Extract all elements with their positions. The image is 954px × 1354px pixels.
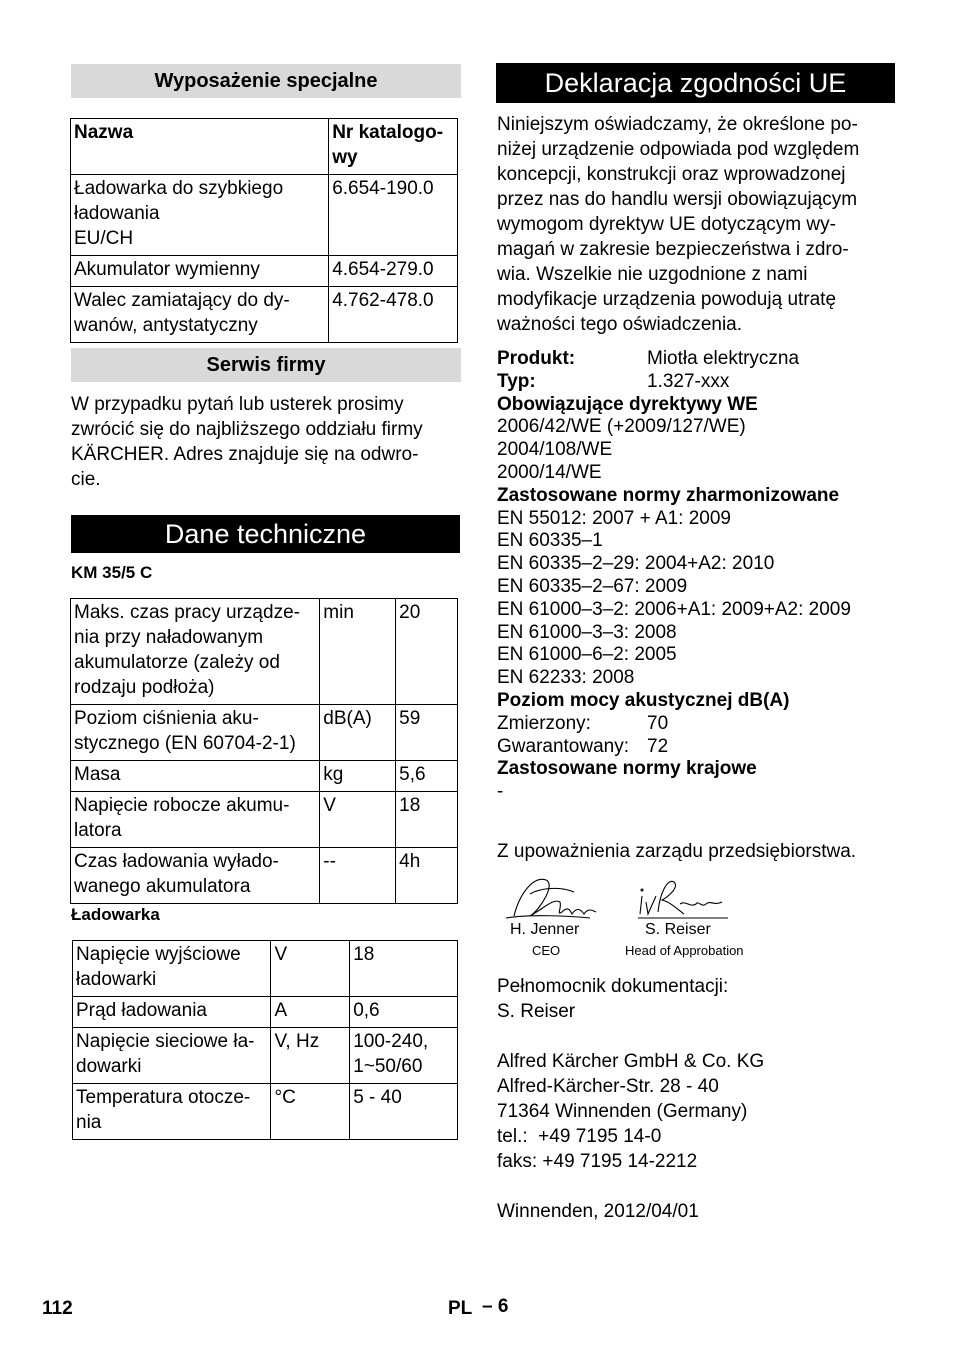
directives-heading: Obowiązujące dyrektywy WE xyxy=(497,393,758,415)
table-cell: Napięcie sieciowe ła- dowarki xyxy=(73,1028,271,1084)
norm-item: EN 60335–2–29: 2004+A2: 2010 xyxy=(497,553,775,575)
tech-data-heading: Dane techniczne xyxy=(71,515,460,553)
signer2-name: S. Reiser xyxy=(645,921,711,938)
table-cell: Masa xyxy=(71,761,320,792)
declaration-heading: Deklaracja zgodności UE xyxy=(496,63,895,103)
table-cell: 18 xyxy=(350,941,458,997)
table-cell: 5 - 40 xyxy=(350,1084,458,1140)
table-header-cell: Nr katalogo- wy xyxy=(329,119,458,175)
table-cell: Maks. czas pracy urządze- nia przy naładowanym akumulatorze (zależy od rodzaju podłoża) xyxy=(71,599,320,705)
signatures-graphic xyxy=(500,872,760,922)
norm-item: EN 60335–1 xyxy=(497,530,603,552)
product-value: Miotła elektryczna xyxy=(647,348,800,369)
table-row xyxy=(71,599,458,705)
table-cell: Czas ładowania wyłado- wanego akumulatora xyxy=(71,848,320,904)
table-cell: Ładowarka do szybkiego ładowania EU/CH xyxy=(71,175,329,256)
service-heading: Serwis firmy xyxy=(71,348,461,382)
table-cell: Napięcie wyjściowe ładowarki xyxy=(73,941,271,997)
norm-item: EN 60335–2–67: 2009 xyxy=(497,575,688,597)
table-cell: Napięcie robocze akumu- latora xyxy=(71,792,320,848)
signer1-role: CEO xyxy=(532,943,561,958)
table-cell: dB(A) xyxy=(320,705,396,761)
service-text: W przypadku pytań lub usterek prosimy zwrócić się do najbliższego oddziału firmy KÄRCHER. Adres znajduje się na odwro- cie. xyxy=(71,394,423,490)
table-cell: 4.762-478.0 xyxy=(329,287,458,343)
national-heading: Zastosowane normy krajowe xyxy=(497,758,757,780)
table-cell: 0,6 xyxy=(350,997,458,1028)
directive-item: 2004/108/WE xyxy=(497,439,613,461)
table-row xyxy=(73,997,458,1028)
table-cell: 6.654-190.0 xyxy=(329,175,458,256)
table-header-row xyxy=(71,119,458,175)
company-address: Alfred Kärcher GmbH & Co. KG Alfred-Kärcher-Str. 28 - 40 71364 Winnenden (Germany) tel.: +49 7195 14-0 faks: +49 7195 14-2212 xyxy=(497,1051,765,1172)
product-row xyxy=(497,348,897,371)
table-cell: V xyxy=(271,941,350,997)
norm-item: EN 62233: 2008 xyxy=(497,667,635,689)
measured-value: 70 xyxy=(647,712,669,734)
table-cell: A xyxy=(271,997,350,1028)
table-row xyxy=(73,1084,458,1140)
table-cell: 59 xyxy=(396,705,458,761)
table-cell: Walec zamiatający do dy- wanów, antystatyczny xyxy=(71,287,329,343)
measured-row xyxy=(497,713,897,736)
signer2-role: Head of Approbation xyxy=(625,943,744,958)
product-label: Produkt: xyxy=(497,348,576,369)
table-row xyxy=(71,848,458,904)
docs-name: S. Reiser xyxy=(497,1001,576,1022)
table-row xyxy=(71,792,458,848)
charger-label: Ładowarka xyxy=(71,905,160,924)
table-cell: Akumulator wymienny xyxy=(71,256,329,287)
tech-data-table xyxy=(70,598,458,904)
guaranteed-row xyxy=(497,736,897,759)
special-equipment-table xyxy=(70,118,458,343)
table-row xyxy=(71,175,458,256)
norms-heading: Zastosowane normy zharmonizowane xyxy=(497,484,840,506)
table-cell: V, Hz xyxy=(271,1028,350,1084)
norm-item: EN 61000–6–2: 2005 xyxy=(497,644,677,666)
table-row xyxy=(73,941,458,997)
table-cell: Temperatura otocze- nia xyxy=(73,1084,271,1140)
declaration-details xyxy=(497,348,897,804)
charger-table xyxy=(72,940,458,1140)
table-row xyxy=(71,761,458,792)
table-cell: 5,6 xyxy=(396,761,458,792)
norm-item: EN 55012: 2007 + A1: 2009 xyxy=(497,507,732,529)
table-header-cell: Nazwa xyxy=(71,119,329,175)
directive-item: 2006/42/WE (+2009/127/WE) xyxy=(497,416,746,438)
table-row xyxy=(73,1028,458,1084)
norm-item: EN 61000–3–3: 2008 xyxy=(497,621,677,643)
model-label: KM 35/5 C xyxy=(71,563,153,582)
table-cell: 18 xyxy=(396,792,458,848)
sound-heading: Poziom mocy akustycznej dB(A) xyxy=(497,689,790,711)
norm-item: EN 61000–3–2: 2006+A1: 2009+A2: 2009 xyxy=(497,598,851,620)
signer1-name: H. Jenner xyxy=(510,921,580,938)
type-value: 1.327-xxx xyxy=(647,370,730,392)
authorization-text: Z upoważnienia zarządu przedsiębiorstwa. xyxy=(497,841,857,862)
table-row xyxy=(71,256,458,287)
docs-label: Pełnomocnik dokumentacji: xyxy=(497,976,729,997)
table-cell: 4h xyxy=(396,848,458,904)
table-row xyxy=(71,705,458,761)
directive-item: 2000/14/WE xyxy=(497,461,602,483)
sub-page-number: – 6 xyxy=(482,1296,509,1317)
table-cell: 100-240, 1~50/60 xyxy=(350,1028,458,1084)
table-cell: 4.654-279.0 xyxy=(329,256,458,287)
table-cell: Prąd ładowania xyxy=(73,997,271,1028)
place-date: Winnenden, 2012/04/01 xyxy=(497,1201,699,1222)
guaranteed-value: 72 xyxy=(647,735,669,757)
measured-label: Zmierzony: xyxy=(497,712,591,734)
table-cell: 20 xyxy=(396,599,458,705)
national-value: - xyxy=(497,781,504,803)
type-label: Typ: xyxy=(497,370,536,392)
table-cell: °C xyxy=(271,1084,350,1140)
declaration-intro: Niniejszym oświadczamy, że określone po- niżej urządzenie odpowiada pod względem koncepcji, konstrukcji oraz wprowadzonej przez nas do handlu wersji obowiązującym wymogom dyrektyw UE dotyczącym wy- magań w zakresie bezpieczeństwa i zdro- wia. Wszelkie nie uzgodnione z nami modyfikacje urządzenia powodują utratę ważności tego oświadczenia. xyxy=(497,114,860,335)
table-cell: -- xyxy=(320,848,396,904)
page-number: 112 xyxy=(42,1298,73,1319)
type-row xyxy=(497,371,897,394)
guaranteed-label: Gwarantowany: xyxy=(497,735,630,757)
language-code: PL xyxy=(448,1298,473,1319)
table-cell: kg xyxy=(320,761,396,792)
table-cell: Poziom ciśnienia aku- stycznego (EN 60704-2-1) xyxy=(71,705,320,761)
table-cell: min xyxy=(320,599,396,705)
special-equipment-heading: Wyposażenie specjalne xyxy=(71,64,461,98)
table-cell: V xyxy=(320,792,396,848)
table-row xyxy=(71,287,458,343)
signature-image xyxy=(500,872,760,922)
